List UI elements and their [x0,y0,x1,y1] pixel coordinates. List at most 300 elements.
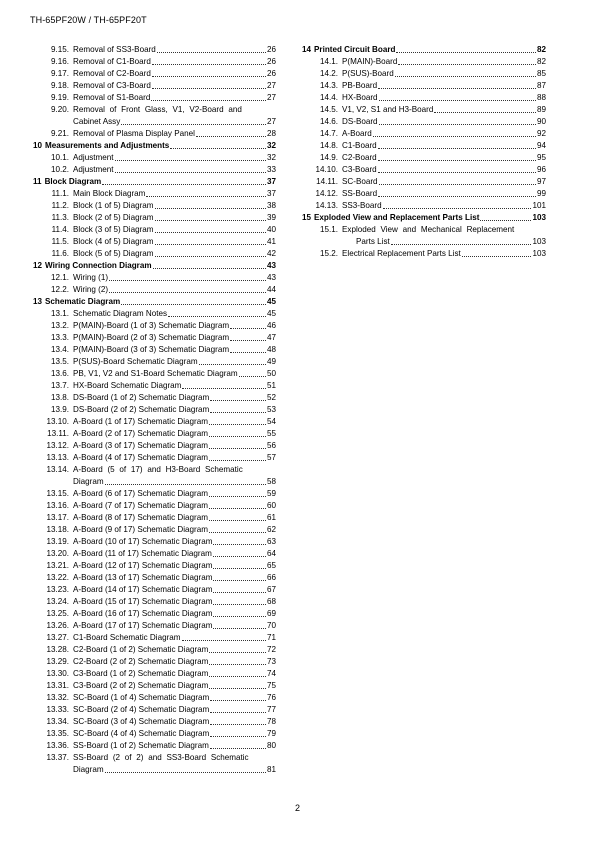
toc-entry-number: 13.30. [46,669,69,678]
toc-subsection-entry[interactable] [302,140,546,152]
toc-entry-number: 13.33. [46,705,69,714]
toc-entry-title: A-Board (15 of 17) Schematic Diagram [73,597,213,606]
toc-subsection-entry[interactable] [33,692,276,704]
toc-entry-number: 11 [33,177,42,186]
toc-subsection-entry[interactable] [33,716,276,728]
toc-dot-leader [210,748,266,749]
toc-page-number: 73 [266,657,276,666]
toc-subsection-entry[interactable] [33,740,276,752]
toc-entry-number: 9.17. [50,69,69,78]
toc-subsection-entry[interactable] [33,500,276,512]
toc-entry-title: Block (1 of 5) Diagram [73,201,154,210]
toc-dot-leader [210,736,266,737]
toc-entry-number: 13.12. [46,441,69,450]
toc-dot-leader [209,460,266,461]
toc-entry-continuation[interactable] [302,236,546,248]
toc-dot-leader [213,568,266,569]
toc-subsection-entry[interactable] [33,596,276,608]
toc-dot-leader [230,328,266,329]
toc-entry-number: 13.21. [46,561,69,570]
toc-subsection-entry[interactable] [33,128,276,140]
toc-section-entry[interactable] [33,140,276,152]
toc-subsection-entry[interactable] [33,152,276,164]
toc-dot-leader [155,256,266,257]
toc-subsection-entry[interactable] [33,236,276,248]
toc-entry-number: 13.9. [50,405,69,414]
toc-dot-leader [105,484,266,485]
toc-page-number: 39 [266,213,276,222]
toc-dot-leader [383,208,532,209]
toc-page-number: 46 [266,321,276,330]
toc-dot-leader [153,268,266,269]
toc-entry-number: 14.10. [315,165,338,174]
toc-subsection-entry[interactable] [33,332,276,344]
toc-entry-title: P(SUS)-Board [342,69,394,78]
toc-entry-title: C3-Board (1 of 2) Schematic Diagram [73,669,209,678]
toc-entry-title: SC-Board (1 of 4) Schematic Diagram [73,693,210,702]
toc-entry-title: Removal of C3-Board [73,81,151,90]
toc-entry-number: 13.32. [46,693,69,702]
toc-page-number: 66 [266,573,276,582]
toc-subsection-entry[interactable] [33,320,276,332]
toc-page-number: 76 [266,693,276,702]
toc-entry-title: Diagram [73,477,104,486]
toc-entry-title: Adjustment [73,153,114,162]
toc-page-number: 103 [532,213,546,222]
toc-subsection-entry[interactable] [302,104,546,116]
toc-entry-title: A-Board (12 of 17) Schematic Diagram [73,561,213,570]
toc-dot-leader [213,628,266,629]
toc-subsection-entry[interactable] [302,68,546,80]
toc-subsection-entry[interactable] [302,164,546,176]
toc-subsection-entry[interactable] [33,608,276,620]
toc-entry-title: SC-Board (2 of 4) Schematic Diagram [73,705,210,714]
toc-entry-title: A-Board (5 of 17) and H3-Board Schematic [73,465,243,474]
toc-page-number: 49 [266,357,276,366]
toc-subsection-entry[interactable] [33,308,276,320]
toc-dot-leader [121,124,266,125]
toc-subsection-entry[interactable] [33,512,276,524]
toc-entry-number: 13.10. [46,417,69,426]
toc-subsection-entry[interactable] [33,548,276,560]
toc-entry-title: A-Board (3 of 17) Schematic Diagram [73,441,208,450]
toc-dot-leader [151,100,266,101]
toc-page-number: 103 [532,237,546,246]
toc-entry-title: PB, V1, V2 and S1-Board Schematic Diagram [73,369,238,378]
toc-entry-title: A-Board [342,129,372,138]
toc-page-number: 26 [266,69,276,78]
toc-entry-title: P(MAIN)-Board (2 of 3) Schematic Diagram [73,333,230,342]
toc-entry-title: Adjustment [73,165,114,174]
toc-entry-number: 13.34. [46,717,69,726]
toc-entry-continuation[interactable] [33,476,276,488]
toc-entry-number: 14.12. [315,189,338,198]
toc-dot-leader [379,184,536,185]
toc-dot-leader [155,220,266,221]
toc-subsection-entry[interactable] [302,80,546,92]
toc-entry-number: 13.15. [46,489,69,498]
toc-subsection-entry[interactable] [33,56,276,68]
toc-subsection-entry[interactable] [33,272,276,284]
toc-page-number: 38 [266,201,276,210]
toc-entry-title: A-Board (16 of 17) Schematic Diagram [73,609,213,618]
toc-entry-number: 13.13. [46,453,69,462]
toc-entry-continuation[interactable] [33,764,276,776]
toc-page-number: 72 [266,645,276,654]
toc-subsection-entry[interactable] [33,224,276,236]
toc-entry-number: 13.24. [46,597,69,606]
toc-dot-leader [196,136,266,137]
toc-dot-leader [209,508,266,509]
toc-entry-title: SC-Board (4 of 4) Schematic Diagram [73,729,210,738]
toc-entry-number: 13.36. [46,741,69,750]
toc-page-number: 67 [266,585,276,594]
toc-entry-title: Main Block Diagram [73,189,146,198]
toc-subsection-entry[interactable] [33,80,276,92]
toc-dot-leader [109,280,266,281]
toc-entry-title: SS-Board (2 of 2) and SS3-Board Schematic [73,753,249,762]
toc-entry-title: A-Board (9 of 17) Schematic Diagram [73,525,208,534]
toc-dot-leader [209,424,266,425]
toc-entry-title: Schematic Diagram [45,297,121,306]
toc-entry-continuation[interactable] [33,116,276,128]
toc-subsection-entry[interactable] [33,428,276,440]
toc-dot-leader [379,100,536,101]
toc-dot-leader [398,64,536,65]
toc-subsection-entry[interactable] [33,704,276,716]
toc-subsection-entry[interactable] [33,212,276,224]
toc-entry-title: Schematic Diagram Notes [73,309,168,318]
toc-entry-number: 14.8. [319,141,338,150]
toc-page-number: 28 [266,129,276,138]
toc-subsection-entry[interactable] [33,656,276,668]
toc-dot-leader [105,772,266,773]
toc-section-entry[interactable] [33,176,276,188]
page-number: 2 [294,803,300,813]
toc-page-number: 27 [266,81,276,90]
toc-section-entry[interactable] [33,260,276,272]
toc-subsection-entry[interactable] [33,416,276,428]
toc-subsection-entry[interactable] [33,368,276,380]
toc-dot-leader [378,196,536,197]
toc-entry-title: A-Board (17 of 17) Schematic Diagram [73,621,213,630]
toc-entry-number: 14.9. [319,153,338,162]
toc-page-number: 89 [536,105,546,114]
toc-entry-number: 13.1. [50,309,69,318]
toc-dot-leader [373,136,536,137]
toc-entry-title: Wiring Connection Diagram [45,261,152,270]
toc-dot-leader [378,88,536,89]
toc-dot-leader [480,220,531,221]
toc-subsection-entry[interactable] [302,128,546,140]
toc-subsection-entry[interactable] [33,68,276,80]
toc-entry-title: A-Board (13 of 17) Schematic Diagram [73,573,213,582]
toc-entry-title: Removal of Front Glass, V1, V2-Board and [73,105,242,114]
toc-entry-title: Block (5 of 5) Diagram [73,249,154,258]
toc-entry-title: P(MAIN)-Board (1 of 3) Schematic Diagram [73,321,230,330]
toc-subsection-entry[interactable] [33,200,276,212]
toc-entry-title: A-Board (11 of 17) Schematic Diagram [73,549,212,558]
toc-page-number: 37 [266,177,276,186]
toc-dot-leader [170,148,266,149]
toc-entry-title: A-Board (8 of 17) Schematic Diagram [73,513,208,522]
toc-subsection-entry[interactable] [302,200,546,212]
toc-entry-number: 15 [302,213,312,222]
toc-entry-number: 13.3. [50,333,69,342]
toc-page-number: 40 [266,225,276,234]
toc-dot-leader [396,52,536,53]
toc-page-number: 57 [266,453,276,462]
toc-entry-title: A-Board (1 of 17) Schematic Diagram [73,417,208,426]
toc-entry-number: 13.6. [50,369,69,378]
toc-subsection-entry[interactable] [33,620,276,632]
toc-entry-number: 13.7. [50,381,69,390]
toc-entry-title: Measurements and Adjustments [45,141,170,150]
toc-page-number: 85 [536,69,546,78]
toc-entry-number: 14.11. [316,177,338,186]
toc-entry-number: 13.11. [47,429,69,438]
toc-page-number: 26 [266,57,276,66]
toc-entry-title: A-Board (7 of 17) Schematic Diagram [73,501,208,510]
toc-page-number: 51 [266,381,276,390]
toc-entry-number: 12 [33,261,43,270]
toc-entry-number: 11.4. [51,225,69,234]
toc-entry-title: Removal of C2-Board [73,69,151,78]
toc-page-number: 32 [266,141,276,150]
toc-page-number: 92 [536,129,546,138]
toc-subsection-entry[interactable] [33,392,276,404]
toc-page-number: 94 [536,141,546,150]
toc-entry-title: Parts List [356,237,390,246]
toc-entry-number: 11.5. [51,237,69,246]
toc-subsection-entry[interactable] [302,224,546,236]
toc-entry-title: C3-Board [342,165,377,174]
toc-entry-number: 13.27. [46,633,69,642]
toc-page-number: 27 [266,93,276,102]
toc-dot-leader [209,496,266,497]
toc-subsection-entry[interactable] [302,188,546,200]
toc-entry-title: C3-Board (2 of 2) Schematic Diagram [73,681,209,690]
toc-subsection-entry[interactable] [302,152,546,164]
toc-entry-title: SS-Board (1 of 2) Schematic Diagram [73,741,209,750]
toc-page-number: 77 [266,705,276,714]
toc-entry-title: P(MAIN)-Board (3 of 3) Schematic Diagram [73,345,230,354]
toc-subsection-entry[interactable] [302,116,546,128]
toc-dot-leader [210,712,266,713]
toc-page-number: 63 [266,537,276,546]
toc-entry-number: 14.13. [315,201,338,210]
toc-subsection-entry[interactable] [33,644,276,656]
toc-entry-number: 13.16. [46,501,69,510]
toc-subsection-entry[interactable] [33,728,276,740]
toc-entry-title: Block Diagram [44,177,102,186]
toc-section-entry[interactable] [33,296,276,308]
toc-dot-leader [209,664,266,665]
toc-entry-number: 13.5. [50,357,69,366]
toc-dot-leader [182,640,266,641]
toc-dot-leader [115,160,266,161]
toc-subsection-entry[interactable] [33,524,276,536]
toc-page-number: 96 [536,165,546,174]
toc-dot-leader [462,256,532,257]
toc-dot-leader [210,412,266,413]
toc-entry-number: 13.14. [46,465,69,474]
toc-dot-leader [209,652,266,653]
toc-dot-leader [182,388,266,389]
toc-subsection-entry[interactable] [33,344,276,356]
toc-subsection-entry[interactable] [33,104,276,116]
toc-subsection-entry[interactable] [33,464,276,476]
toc-subsection-entry[interactable] [302,176,546,188]
toc-page-number: 37 [266,189,276,198]
toc-entry-title: P(MAIN)-Board [342,57,398,66]
toc-entry-title: DS-Board (2 of 2) Schematic Diagram [73,405,210,414]
toc-subsection-entry[interactable] [33,632,276,644]
toc-subsection-entry[interactable] [33,440,276,452]
toc-column-right [302,44,546,260]
toc-dot-leader [213,616,266,617]
toc-entry-number: 13.20. [46,549,69,558]
toc-entry-number: 14.7. [319,129,338,138]
toc-page-number: 45 [266,297,276,306]
toc-entry-title: Removal of C1-Board [73,57,151,66]
toc-dot-leader [210,724,266,725]
toc-page-number: 68 [266,597,276,606]
toc-page-number: 55 [266,429,276,438]
toc-page-number: 32 [266,153,276,162]
toc-entry-number: 11.3. [51,213,69,222]
toc-dot-leader [155,244,266,245]
toc-subsection-entry[interactable] [33,752,276,764]
toc-subsection-entry[interactable] [33,248,276,260]
toc-page-number: 65 [266,561,276,570]
toc-entry-title: C2-Board (1 of 2) Schematic Diagram [73,645,209,654]
toc-subsection-entry[interactable] [33,668,276,680]
toc-entry-title: HX-Board Schematic Diagram [73,381,182,390]
toc-subsection-entry[interactable] [33,44,276,56]
toc-page-number: 33 [266,165,276,174]
toc-entry-number: 14.3. [319,81,338,90]
toc-column-left [33,44,276,776]
toc-entry-number: 13.28. [46,645,69,654]
toc-entry-number: 10.1. [50,153,69,162]
toc-entry-title: HX-Board [342,93,378,102]
toc-entry-number: 13.2. [50,321,69,330]
toc-dot-leader [391,244,532,245]
toc-entry-title: DS-Board (1 of 2) Schematic Diagram [73,393,210,402]
toc-page-number: 81 [266,765,276,774]
toc-entry-number: 10 [33,141,43,150]
toc-entry-number: 13.17. [46,513,69,522]
toc-entry-number: 14.2. [319,69,338,78]
toc-entry-title: A-Board (6 of 17) Schematic Diagram [73,489,208,498]
toc-entry-number: 13.8. [50,393,69,402]
toc-dot-leader [230,340,266,341]
toc-subsection-entry[interactable] [33,380,276,392]
toc-page-number: 58 [266,477,276,486]
toc-subsection-entry[interactable] [33,92,276,104]
toc-entry-number: 11.6. [51,249,69,258]
toc-page-number: 56 [266,441,276,450]
toc-entry-number: 15.1. [319,225,338,234]
toc-entry-title: Electrical Replacement Parts List [342,249,461,258]
toc-subsection-entry[interactable] [33,356,276,368]
toc-subsection-entry[interactable] [302,92,546,104]
toc-entry-number: 13 [33,297,43,306]
toc-subsection-entry[interactable] [33,488,276,500]
toc-page-number: 69 [266,609,276,618]
toc-dot-leader [378,172,536,173]
toc-entry-number: 13.22. [46,573,69,582]
toc-entry-title: Exploded View and Mechanical Replacement [342,225,515,234]
toc-dot-leader [157,52,266,53]
toc-entry-number: 13.37. [46,753,69,762]
toc-page-number: 75 [266,681,276,690]
toc-page-number: 101 [532,201,546,210]
toc-entry-number: 13.23. [46,585,69,594]
toc-entry-number: 14.4. [319,93,338,102]
toc-subsection-entry[interactable] [33,572,276,584]
toc-page-number: 27 [266,117,276,126]
toc-subsection-entry[interactable] [33,188,276,200]
toc-subsection-entry[interactable] [33,284,276,296]
toc-subsection-entry[interactable] [302,248,546,260]
toc-dot-leader [213,604,266,605]
document-header: TH-65PF20W / TH-65PF20T [30,15,147,25]
toc-entry-title: SS-Board [342,189,378,198]
toc-dot-leader [230,352,266,353]
toc-entry-title: Block (2 of 5) Diagram [73,213,154,222]
toc-dot-leader [209,688,266,689]
toc-page-number: 90 [536,117,546,126]
toc-section-entry[interactable] [302,44,546,56]
toc-entry-title: Removal of SS3-Board [73,45,156,54]
toc-page-number: 70 [266,621,276,630]
toc-dot-leader [199,364,266,365]
toc-dot-leader [378,160,536,161]
toc-page-number: 71 [266,633,276,642]
toc-entry-number: 9.19. [50,93,69,102]
toc-entry-number: 13.35. [46,729,69,738]
toc-entry-number: 12.1. [50,273,69,282]
toc-dot-leader [102,184,266,185]
toc-entry-title: Wiring (2) [73,285,109,294]
toc-page-number: 82 [536,45,546,54]
toc-entry-title: A-Board (10 of 17) Schematic Diagram [73,537,213,546]
toc-entry-number: 9.20. [50,105,69,114]
toc-subsection-entry[interactable] [302,56,546,68]
toc-entry-title: A-Board (4 of 17) Schematic Diagram [73,453,208,462]
toc-subsection-entry[interactable] [33,452,276,464]
toc-subsection-entry[interactable] [33,404,276,416]
toc-dot-leader [213,556,266,557]
toc-dot-leader [395,76,536,77]
toc-entry-number: 14.6. [319,117,338,126]
toc-subsection-entry[interactable] [33,680,276,692]
toc-section-entry[interactable] [302,212,546,224]
toc-page-number: 78 [266,717,276,726]
toc-subsection-entry[interactable] [33,584,276,596]
toc-entry-title: SC-Board [342,177,378,186]
toc-page-number: 50 [266,369,276,378]
toc-entry-title: Block (3 of 5) Diagram [73,225,154,234]
toc-entry-title: C1-Board Schematic Diagram [73,633,181,642]
toc-dot-leader [209,676,266,677]
toc-subsection-entry[interactable] [33,536,276,548]
toc-subsection-entry[interactable] [33,560,276,572]
toc-page-number: 52 [266,393,276,402]
toc-subsection-entry[interactable] [33,164,276,176]
